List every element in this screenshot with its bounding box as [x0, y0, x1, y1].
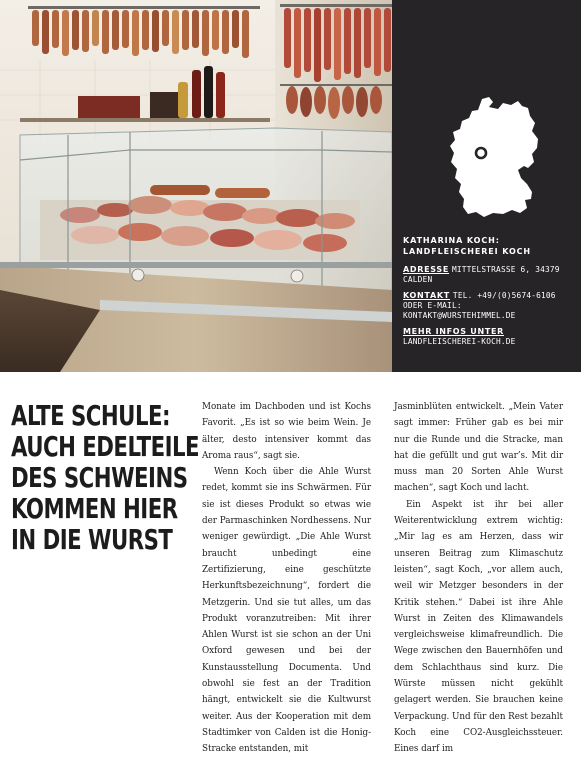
- germany-map-icon: [448, 96, 544, 220]
- address-row: [403, 265, 578, 285]
- more-info-label: MEHR INFOS UNTER: [403, 327, 505, 336]
- headline-line: KOMMEN HIER: [11, 493, 178, 525]
- headline-line: AUCH EDELTEILE: [11, 431, 200, 463]
- info-heading: KATHARINA KOCH: LANDFLEISCHEREI KOCH: [403, 236, 532, 256]
- more-info-row: [403, 327, 578, 347]
- body-paragraph: Jasminblüten entwickelt. „Mein Vater sagt immer: Früher gab es bei mir nur die Runde und die Stracke, man hat die gefüllt und gut war’s. Mit dir muss man 20 Sorten Ahle Wurst machen“, sagt Koch und lacht.: [394, 402, 563, 494]
- butcher-shop-photo: [0, 0, 392, 372]
- body-paragraph: Monate im Dachboden und ist Kochs Favorit. „Es ist so wie beim Wein. Je älter, desto intensiver kommt das Aroma raus“, sagt sie.: [202, 402, 371, 461]
- headline-line: ALTE SCHULE:: [11, 400, 171, 432]
- body-paragraph: Wenn Koch über die Ahle Wurst redet, kommt sie ins Schwärmen. Für sie ist dieses Produkt so etwas wie der Parmaschinken Nordhessens. Nur weniger gewürdigt. „Die Ahle Wurst braucht unbedingt eine Zertifizierung, eine geschützte Herkunftsbezeichnung“, fordert die Metzgerin. Und sie tut alles, um das Produkt voranzutreiben: Mit ihrer Ahlen Wurst ist sie schon an der Uni Oxford gewesen und bei der Kunstausstellung Documenta. Und obwohl sie fest an der Tradition hängt, entwickelt sie die Kultwurst weiter. Aus der Kooperation mit dem Stadtimker von Calden ist die Honig-Stracke entstanden, mit: [202, 467, 371, 755]
- contact-value: TEL. +49/(0)5674-6106 ODER E-MAIL: KONTAKT@WURSTEHIMMEL.DE: [403, 291, 556, 320]
- headline-line: IN DIE WURST: [11, 524, 173, 556]
- contact-info: [403, 235, 578, 347]
- address-label: ADRESSE: [403, 265, 449, 274]
- website-link[interactable]: LANDFLEISCHEREI-KOCH.DE: [403, 337, 516, 346]
- body-column-1: [202, 399, 371, 758]
- headline-line: DES SCHWEINS: [11, 462, 188, 494]
- info-panel: [392, 0, 581, 372]
- contact-label: KONTAKT: [403, 291, 450, 300]
- contact-row: [403, 291, 578, 321]
- butcher-shop-illustration: [0, 0, 392, 372]
- article-headline: [11, 400, 200, 556]
- body-column-2: [394, 399, 563, 758]
- body-paragraph: Ein Aspekt ist ihr bei aller Weiterentwicklung extrem wichtig: „Mir lag es am Herzen, dass wir unseren Beitrag zum Klimaschutz leisten“, sagt Koch, „vor allem auch, weil wir Metzger besonders in der Kritik stehen.“ Dabei ist ihre Ahle Wurst in Zeiten des Klimawandels vergleichsweise klimafreundlich. Die Wege zwischen den Bauernhöfen und dem Schlachthaus sind kurz. Die Würste müssen nicht gekühlt gelagert werden. Sie brauchen keine Verpackung. Und für den Rest bezahlt Koch eine CO2-Ausgleichssteuer. Eines darf im: [394, 499, 563, 755]
- address-value: MITTELSTRASSE 6, 34379 CALDEN: [403, 265, 560, 284]
